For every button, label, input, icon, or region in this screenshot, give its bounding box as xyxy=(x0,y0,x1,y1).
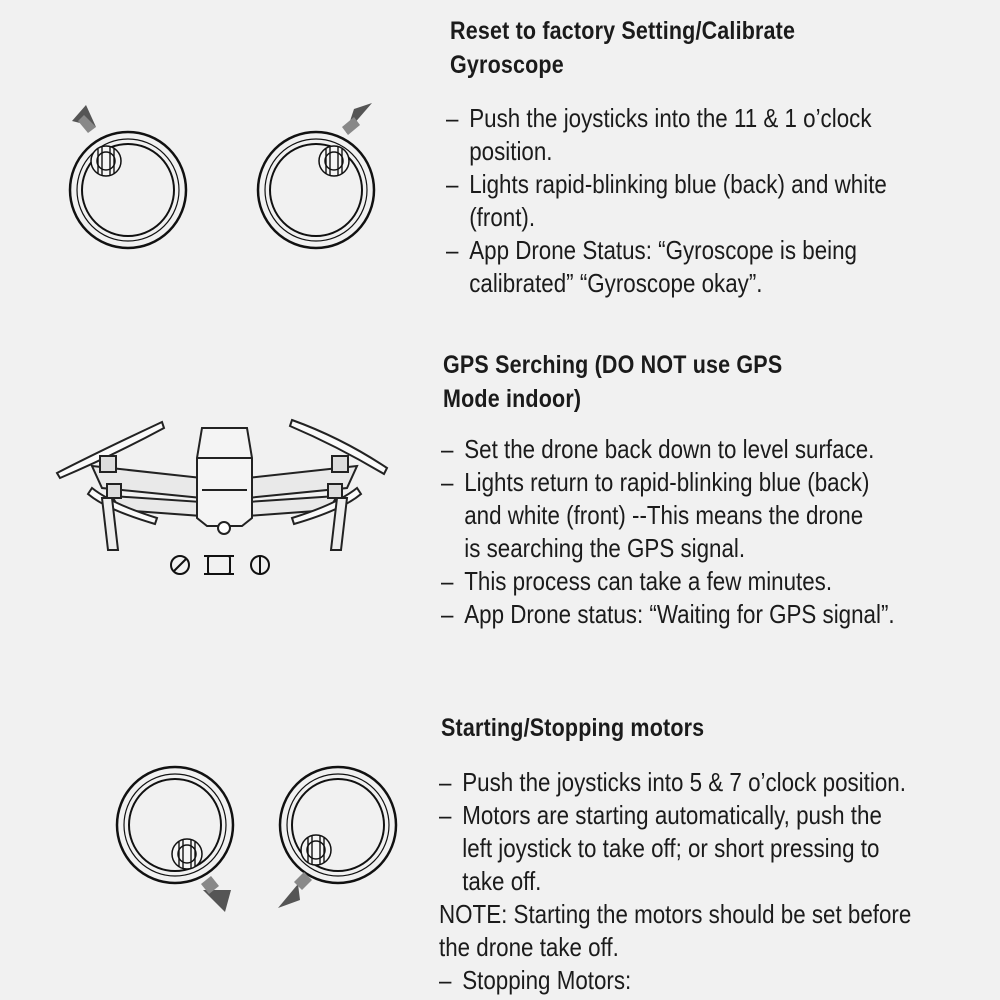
bullet-marker: – xyxy=(439,767,452,797)
item-line: Push the joysticks into 5 & 7 o’clock position. xyxy=(462,767,906,797)
title-line: Gyroscope xyxy=(450,51,564,79)
bullet-marker: – xyxy=(439,800,452,830)
motors-instructions xyxy=(439,766,911,997)
bullet-item xyxy=(441,565,895,598)
item-line: This process can take a few minutes. xyxy=(464,566,833,596)
bullet-marker: – xyxy=(439,965,452,995)
title-line: GPS Serching (DO NOT use GPS xyxy=(443,351,783,379)
drone-icon xyxy=(52,418,397,558)
item-line: NOTE: Starting the motors should be set before xyxy=(439,899,912,929)
bullet-marker: – xyxy=(446,235,459,265)
item-line: Set the drone back down to level surface. xyxy=(464,434,875,464)
bullet-marker: – xyxy=(446,169,459,199)
item-line: take off. xyxy=(462,866,542,896)
item-line: Stopping Motors: xyxy=(462,965,632,995)
item-line: position. xyxy=(469,136,553,166)
item-line: (front). xyxy=(469,202,536,232)
calibrate-instructions xyxy=(446,102,887,300)
item-line: Lights return to rapid-blinking blue (back) xyxy=(464,467,870,497)
joystick-up-right-icon xyxy=(246,95,386,255)
title-line: Reset to factory Setting/Calibrate xyxy=(450,17,796,45)
bullet-item xyxy=(446,234,887,300)
joystick-down-left-icon xyxy=(268,760,408,920)
joystick-up-left-icon xyxy=(58,95,198,255)
bullet-item xyxy=(441,466,895,565)
bullet-marker: – xyxy=(441,467,454,497)
item-line: left joystick to take off; or short pressing to xyxy=(462,833,880,863)
gps-instructions xyxy=(441,433,895,631)
item-line: is searching the GPS signal. xyxy=(464,533,746,563)
bullet-item xyxy=(446,168,887,234)
section-title-calibrate xyxy=(450,14,795,82)
item-line: App Drone status: “Waiting for GPS signal”. xyxy=(464,599,895,629)
note-item xyxy=(439,898,911,964)
bullet-item xyxy=(439,964,911,997)
section-title-motors xyxy=(441,711,704,745)
bullet-marker: – xyxy=(446,103,459,133)
bullet-item xyxy=(439,799,911,898)
item-line: and white (front) --This means the drone xyxy=(464,500,864,530)
joystick-down-right-icon xyxy=(105,760,245,920)
item-line: Push the joysticks into the 11 & 1 o’clock xyxy=(469,103,872,133)
item-line: Motors are starting automatically, push the xyxy=(462,800,882,830)
title-line: Starting/Stopping motors xyxy=(441,714,705,742)
title-line: Mode indoor) xyxy=(443,385,582,413)
item-line: the drone take off. xyxy=(439,932,619,962)
bullet-item xyxy=(441,433,895,466)
bullet-marker: – xyxy=(441,434,454,464)
item-line: Lights rapid-blinking blue (back) and white xyxy=(469,169,887,199)
item-line: App Drone Status: “Gyroscope is being xyxy=(469,235,857,265)
bullet-marker: – xyxy=(441,566,454,596)
bullet-item xyxy=(441,598,895,631)
item-line: calibrated” “Gyroscope okay”. xyxy=(469,268,763,298)
section-title-gps xyxy=(443,348,782,416)
blinking-lights-icon xyxy=(166,548,276,582)
bullet-marker: – xyxy=(441,599,454,629)
bullet-item xyxy=(439,766,911,799)
bullet-item xyxy=(446,102,887,168)
